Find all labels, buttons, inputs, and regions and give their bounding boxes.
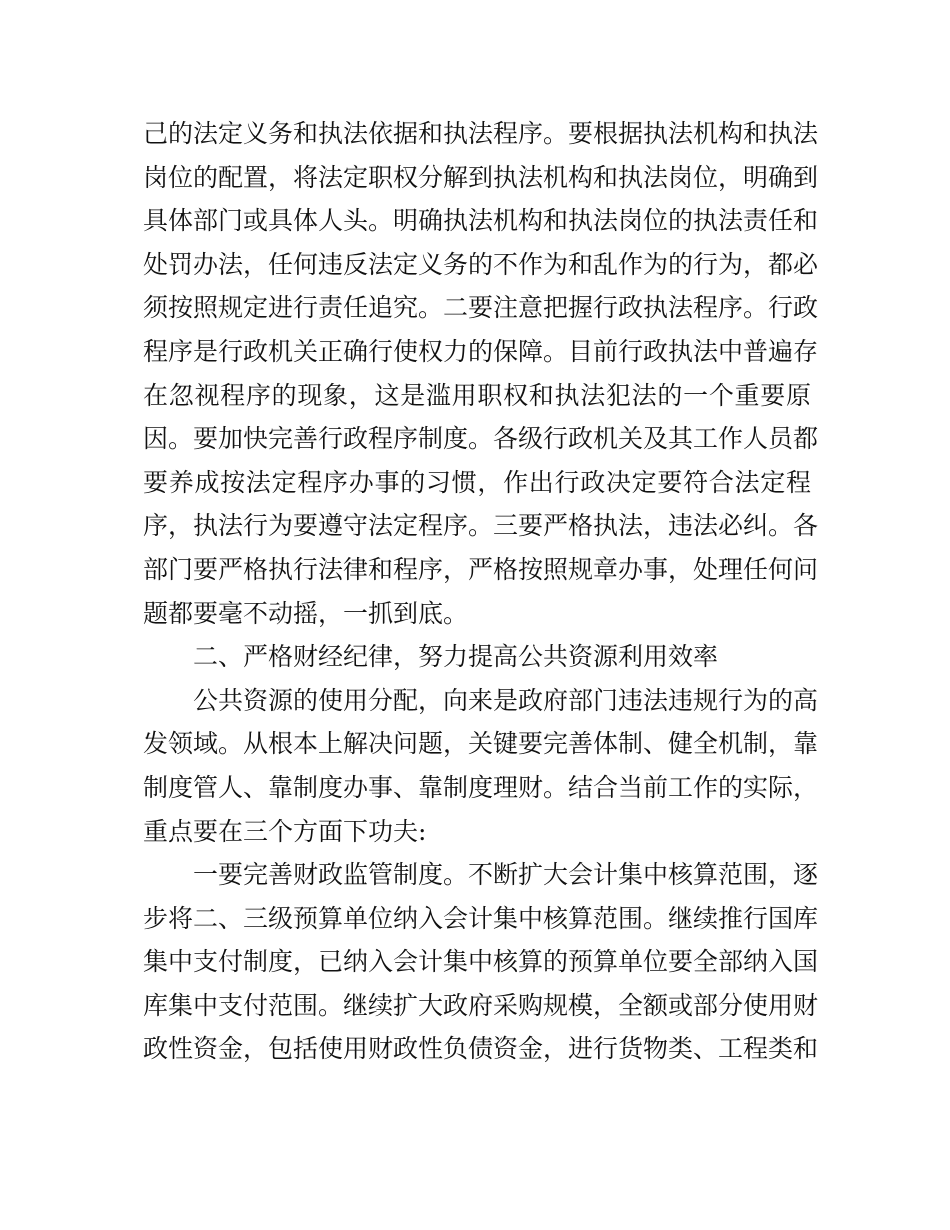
paragraph-first-line: 一要完善财政监管制度。不断扩大会计集中核算范围，逐: [193, 860, 819, 890]
body-text-line-last: 重点要在三个方面下功夫:: [143, 816, 427, 846]
body-text-line: 序，执法行为要遵守法定程序。三要严格执法，违法必纠。各: [143, 511, 819, 541]
body-text-line: 制度管人、靠制度办事、靠制度理财。结合当前工作的实际，: [143, 772, 819, 802]
body-text-line: 己的法定义务和执法依据和执法程序。要根据执法机构和执法: [143, 119, 819, 148]
paragraph-first-line: 公共资源的使用分配，向来是政府部门违法违规行为的高: [193, 685, 819, 715]
body-text-line: 须按照规定进行责任追究。二要注意把握行政执法程序。行政: [143, 293, 819, 323]
body-text-line: 因。要加快完善行政程序制度。各级行政机关及其工作人员都: [143, 424, 819, 454]
body-text-line: 发领域。从根本上解决问题，关键要完善体制、健全机制，靠: [143, 729, 819, 759]
body-text-line: 部门要严格执行法律和程序，严格按照规章办事，处理任何问: [143, 554, 819, 584]
body-text-line: 具体部门或具体人头。明确执法机构和执法岗位的执法责任和: [143, 206, 819, 236]
body-text-line: 库集中支付范围。继续扩大政府采购规模，全额或部分使用财: [143, 990, 819, 1020]
body-text-line: 要养成按法定程序办事的习惯，作出行政决定要符合法定程: [143, 467, 811, 497]
body-text-line: 在忽视程序的现象，这是滥用职权和执法犯法的一个重要原: [143, 380, 811, 410]
body-text-line: 集中支付制度，已纳入会计集中核算的预算单位要全部纳入国: [143, 947, 819, 977]
body-text-line: 岗位的配置，将法定职权分解到执法机构和执法岗位，明确到: [143, 162, 819, 192]
document-body: [143, 112, 819, 1071]
body-text-line-last: 题都要毫不动摇，一抓到底。: [143, 598, 469, 628]
body-text-line: 步将二、三级预算单位纳入会计集中核算范围。继续推行国库: [143, 903, 819, 933]
section-heading: 二、严格财经纪律，努力提高公共资源利用效率: [193, 642, 719, 672]
body-text-line: 政性资金，包括使用财政性负债资金，进行货物类、工程类和: [143, 1034, 819, 1064]
body-text-line: 处罚办法，任何违反法定义务的不作为和乱作为的行为，都必: [143, 249, 819, 279]
body-text-line: 程序是行政机关正确行使权力的保障。目前行政执法中普遍存: [143, 336, 819, 366]
